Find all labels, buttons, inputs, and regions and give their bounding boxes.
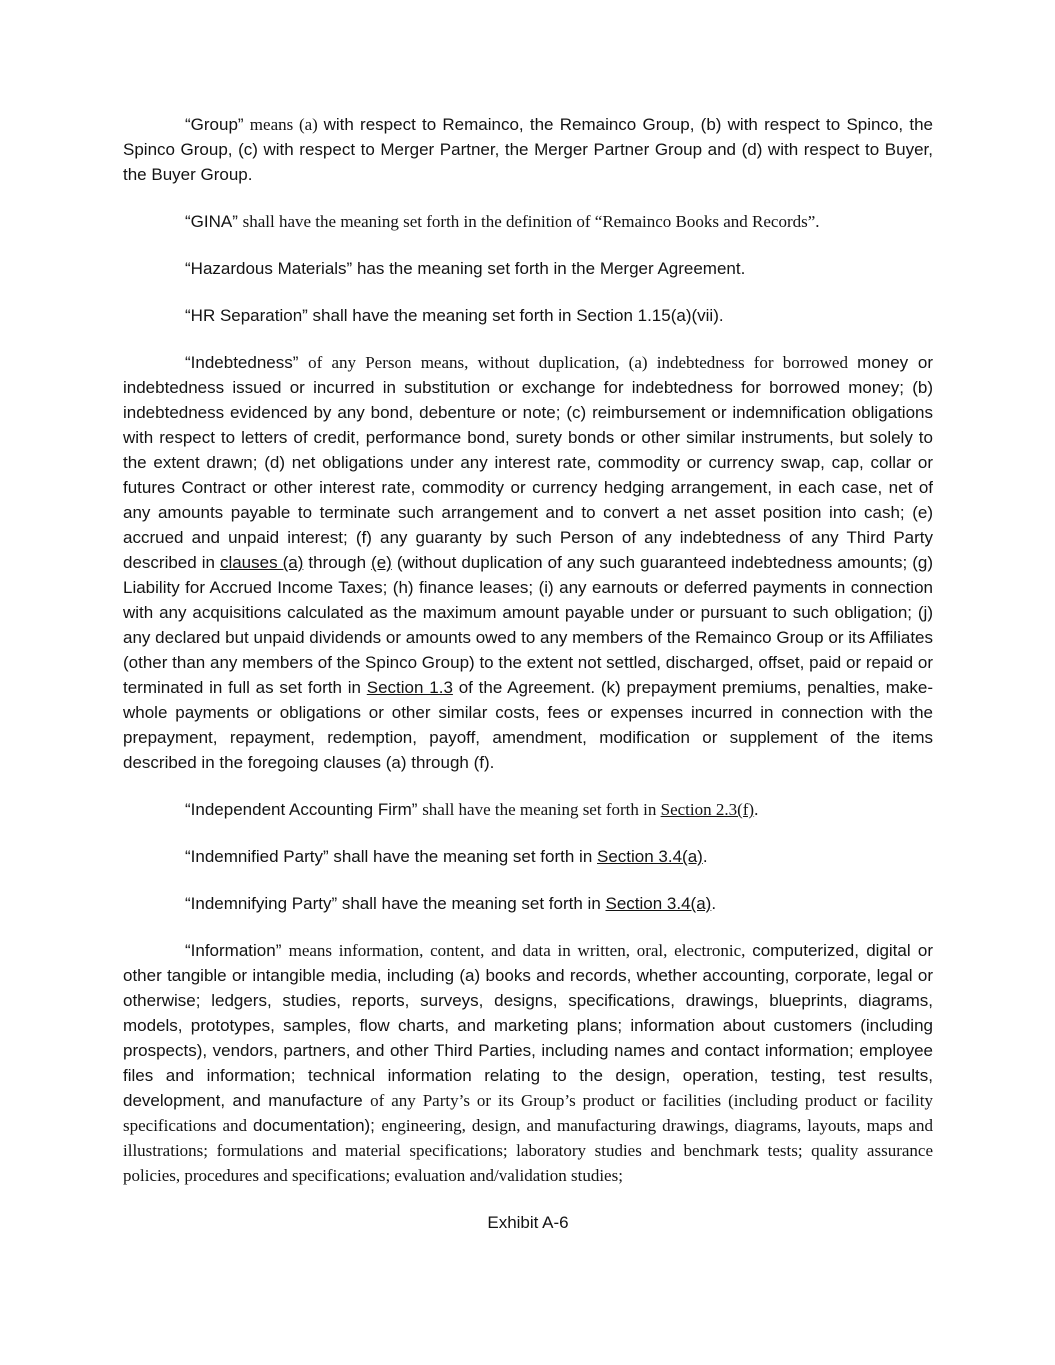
paragraph [123,303,933,328]
text-run: shall have the meaning set forth in the definition of “Remainco Books and Records”. [242,212,820,231]
text-run: computerized, digital or other tangible or intangible media, including (a) books and records, whether accounting, corporate, legal or otherwise; ledgers, studies, reports, surveys, designs, specifications, drawings, blueprints, diagrams, models, prototypes, samples, flow charts, and marketing plans; information about customers (including prospects), vendors, partners, and other Third Parties, including names and contact information; employee files and information; technical information relating to the design, operation, testing, test results, development, and manufacture [123,941,933,1110]
paragraph [123,256,933,281]
text-run: “GINA” [185,212,243,231]
text-run: “Hazardous Materials” has the meaning set forth in the Merger Agreement. [185,259,746,278]
text-run: “Indemnified Party” shall have the meaning set forth in [185,847,597,866]
text-run: money or indebtedness issued or incurred in substitution or exchange for indebtedness for borrowed money; (b) indebtedness evidenced by any bond, debenture or note; (c) reimbursement or indemnification obligations with respect to letters of credit, performance bond, surety bonds or other similar instruments, but solely to the extent drawn; (d) net obligations under any interest rate, commodity or currency swap, cap, collar or futures Contract or other interest rate, commodity or currency hedging arrangement, in each case, net of any amounts payable to terminate such arrangement and to convert a net asset position into cash; (e) accrued and unpaid interest; (f) any guaranty by such Person of any indebtedness of any Third Party described in [123,353,933,572]
section-reference: Section 2.3(f) [660,800,755,819]
text-run: . [702,847,708,866]
text-run: engineering, design, and manufacturing drawings, diagrams, layouts, maps and illustrations; formulations and material specifications; laboratory studies and benchmark tests; quality assurance policies, procedures and specifications; evaluation and/validation studies; [123,1116,933,1185]
text-run: “Indemnifying Party” shall have the meaning set forth in [185,894,606,913]
paragraph [123,797,933,822]
text-run: “Independent Accounting Firm” [185,800,423,819]
text-run: . [711,894,717,913]
section-reference: (e) [371,553,392,572]
paragraph [123,209,933,234]
text-run: with respect to Remainco, the Remainco Group, (b) with respect to Spinco, the Spinco Group, (c) with respect to Merger Partner, the Merger Partner Group and (d) with respect to Buyer, the Buyer Group. [123,115,934,184]
text-run: documentation); [253,1116,382,1135]
section-reference: Section 3.4(a) [597,847,703,866]
paragraph [123,844,933,869]
text-run: means (a) [249,115,324,134]
text-run: shall have the meaning set forth in [422,800,661,819]
text-run: means information, content, and data in written, oral, electronic, [288,941,753,960]
paragraph [123,112,933,187]
text-run: “Indebtedness” [185,353,309,372]
section-reference: Section 3.4(a) [605,894,712,913]
section-reference: Section 1.3 [366,678,453,697]
text-run: of the Agreement. (k) prepayment premiums, penalties, make-whole payments or obligations or other similar costs, fees or expenses incurred in connection with the prepayment, repayment, redemption, payoff, amendment, modification or supplement of the items described in the foregoing clauses (a) through (f). [123,678,933,772]
paragraph [123,350,933,775]
page-footer: Exhibit A-6 [487,1213,569,1232]
paragraph [123,891,933,916]
text-run: (without duplication of any such guaranteed indebtedness amounts; (g) Liability for Accrued Income Taxes; (h) finance leases; (i) any earnouts or deferred payments in connection with any acquisitions calculated as the maximum amount payable under or pursuant to such obligation; (j) any declared but unpaid dividends or amounts owed to any members of the Remainco Group or its Affiliates (other than any members of the Spinco Group) to the extent not settled, discharged, offset, paid or repaid or terminated in full as set forth in [123,553,934,697]
section-reference: clauses (a) [219,553,304,572]
text-run: of any Person means, without duplication, (a) indebtedness for borrowed [308,353,858,372]
text-run: of any Party’s or its Group’s product or facilities (including product or facility specifications and [123,1091,933,1135]
text-run: “Group” [185,115,250,134]
text-run: . [754,800,759,819]
text-run: through [303,553,372,572]
text-run: “HR Separation” shall have the meaning set forth in Section 1.15(a)(vii). [185,306,724,325]
document-body [123,112,933,1188]
paragraph [123,938,933,1188]
text-run: “Information” [185,941,289,960]
